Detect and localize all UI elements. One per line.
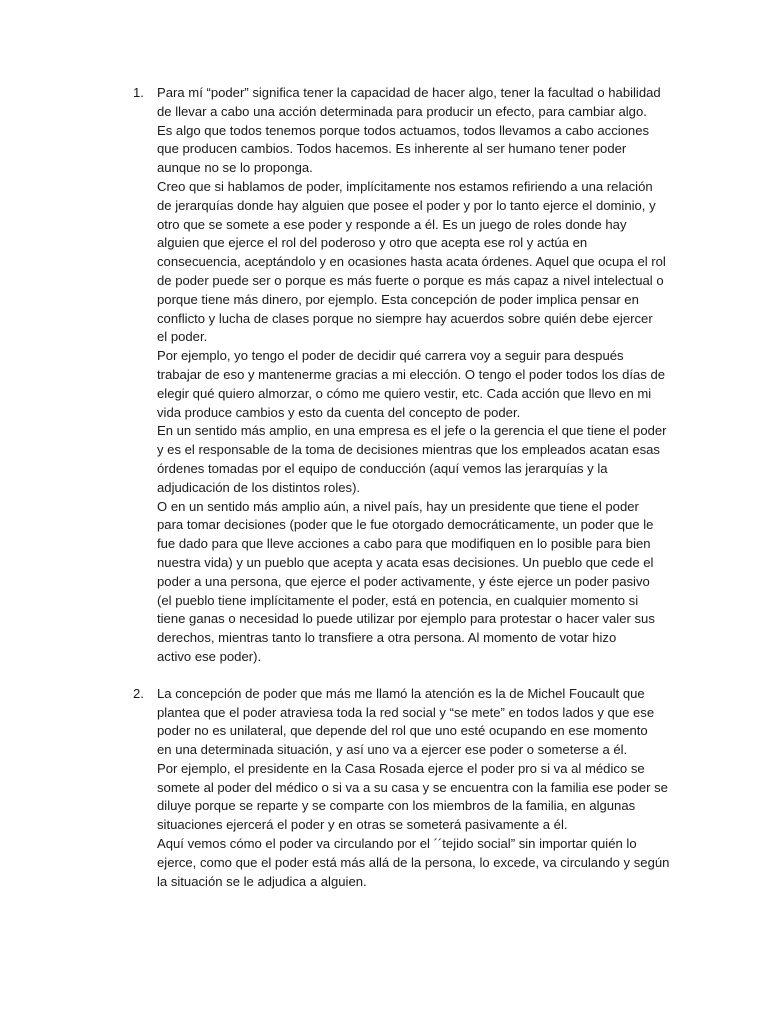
list-item-number: 1. <box>133 85 144 100</box>
text-line: Para mí “poder” significa tener la capacidad de hacer algo, tener la facultad o habilidad <box>157 85 661 100</box>
list-item <box>0 685 768 892</box>
text-line: (el pueblo tiene implícitamente el poder, está en potencia, en cualquier momento si <box>157 592 639 608</box>
list-item-body <box>157 84 667 667</box>
text-line: de llevar a cabo una acción determinada para producir un efecto, para cambiar algo. <box>157 103 647 119</box>
text-line: que producen cambios. Todos hacemos. Es inherente al ser humano tener poder <box>157 141 627 157</box>
text-line: y es el responsable de la toma de decisiones mientras que los empleados acatan esas <box>157 442 660 458</box>
text-line: otro que se somete a ese poder y responde a él. Es un juego de roles donde hay <box>157 216 627 232</box>
text-line: aunque no se lo proponga. <box>157 160 313 176</box>
text-line: nuestra vida) y un pueblo que acepta y acata esas decisiones. Un pueblo que cede el <box>157 554 654 570</box>
text-line: de jerarquías donde hay alguien que posee el poder y por lo tanto ejerce el dominio, y <box>157 197 656 213</box>
text-line: Por ejemplo, el presidente en la Casa Rosada ejerce el poder pro si va al médico se <box>157 760 645 776</box>
text-line: ejerce, como que el poder está más allá de la persona, lo excede, va circulando y según <box>157 854 670 870</box>
text-line: plantea que el poder atraviesa toda la red social y “se mete” en todos lados y que ese <box>157 704 655 720</box>
text-line: para tomar decisiones (poder que le fue otorgado democráticamente, un poder que le <box>157 517 654 533</box>
text-line: alguien que ejerce el rol del poderoso y otro que acepta ese rol y actúa en <box>157 235 588 251</box>
text-line: en una determinada situación, y así uno va a ejercer ese poder o someterse a él. <box>157 742 628 758</box>
text-line: poder no es unilateral, que depende del rol que uno esté ocupando en ese momento <box>157 723 648 739</box>
text-line: de poder puede ser o porque es más fuerte o porque es más capaz a nivel intelectual o <box>157 272 664 288</box>
list-item <box>0 84 768 667</box>
text-line: somete al poder del médico o si va a su casa y se encuentra con la familia ese poder se <box>157 779 668 795</box>
text-line: Aquí vemos cómo el poder va circulando por el ´´tejido social” sin importar quién lo <box>157 836 637 852</box>
text-line: activo ese poder). <box>157 648 262 664</box>
text-line: la situación se le adjudica a alguien. <box>157 873 367 889</box>
text-line: O en un sentido más amplio aún, a nivel país, hay un presidente que tiene el poder <box>157 498 639 514</box>
text-line: fue dado para que lleve acciones a cabo para que modifiquen en lo posible para bien <box>157 536 651 552</box>
text-line: tiene ganas o necesidad lo puede utilizar por ejemplo para protestar o hacer valer sus <box>157 611 655 627</box>
list-item-number: 2. <box>133 685 144 701</box>
text-line: adjudicación de los distintos roles). <box>157 479 361 495</box>
text-line: trabajar de eso y mantenerme gracias a mi elección. O tengo el poder todos los días de <box>157 366 666 382</box>
text-line: órdenes tomadas por el equipo de conducción (aquí vemos las jerarquías y la <box>157 460 608 476</box>
numbered-list <box>0 84 768 909</box>
list-item-body <box>157 685 670 892</box>
text-line: Por ejemplo, yo tengo el poder de decidir qué carrera voy a seguir para después <box>157 348 624 364</box>
text-line: el poder. <box>157 329 208 345</box>
text-line: La concepción de poder que más me llamó la atención es la de Michel Foucault que <box>157 685 645 701</box>
text-line: derechos, mientras tanto lo transfiere a otra persona. Al momento de votar hizo <box>157 630 617 646</box>
text-line: conflicto y lucha de clases porque no siempre hay acuerdos sobre quién debe ejercer <box>157 310 653 326</box>
text-line: situaciones ejercerá el poder y en otras se someterá pasivamente a él. <box>157 817 568 833</box>
text-line: Creo que si hablamos de poder, implícitamente nos estamos refiriendo a una relación <box>157 178 653 194</box>
text-line: consecuencia, aceptándolo y en ocasiones hasta acata órdenes. Aquel que ocupa el rol <box>157 254 666 270</box>
text-line: porque tiene más dinero, por ejemplo. Esta concepción de poder implica pensar en <box>157 291 639 307</box>
text-line: En un sentido más amplio, en una empresa es el jefe o la gerencia el que tiene el poder <box>157 423 667 439</box>
text-line: diluye porque se reparte y se comparte con los miembros de la familia, en algunas <box>157 798 636 814</box>
text-line: vida produce cambios y esto da cuenta del concepto de poder. <box>157 404 521 420</box>
text-line: Es algo que todos tenemos porque todos actuamos, todos llevamos a cabo acciones <box>157 122 650 138</box>
text-line: elegir qué quiero almorzar, o cómo me quiero vestir, etc. Cada acción que llevo en mi <box>157 385 652 401</box>
text-line: poder a una persona, que ejerce el poder activamente, y éste ejerce un poder pasivo <box>157 573 650 589</box>
